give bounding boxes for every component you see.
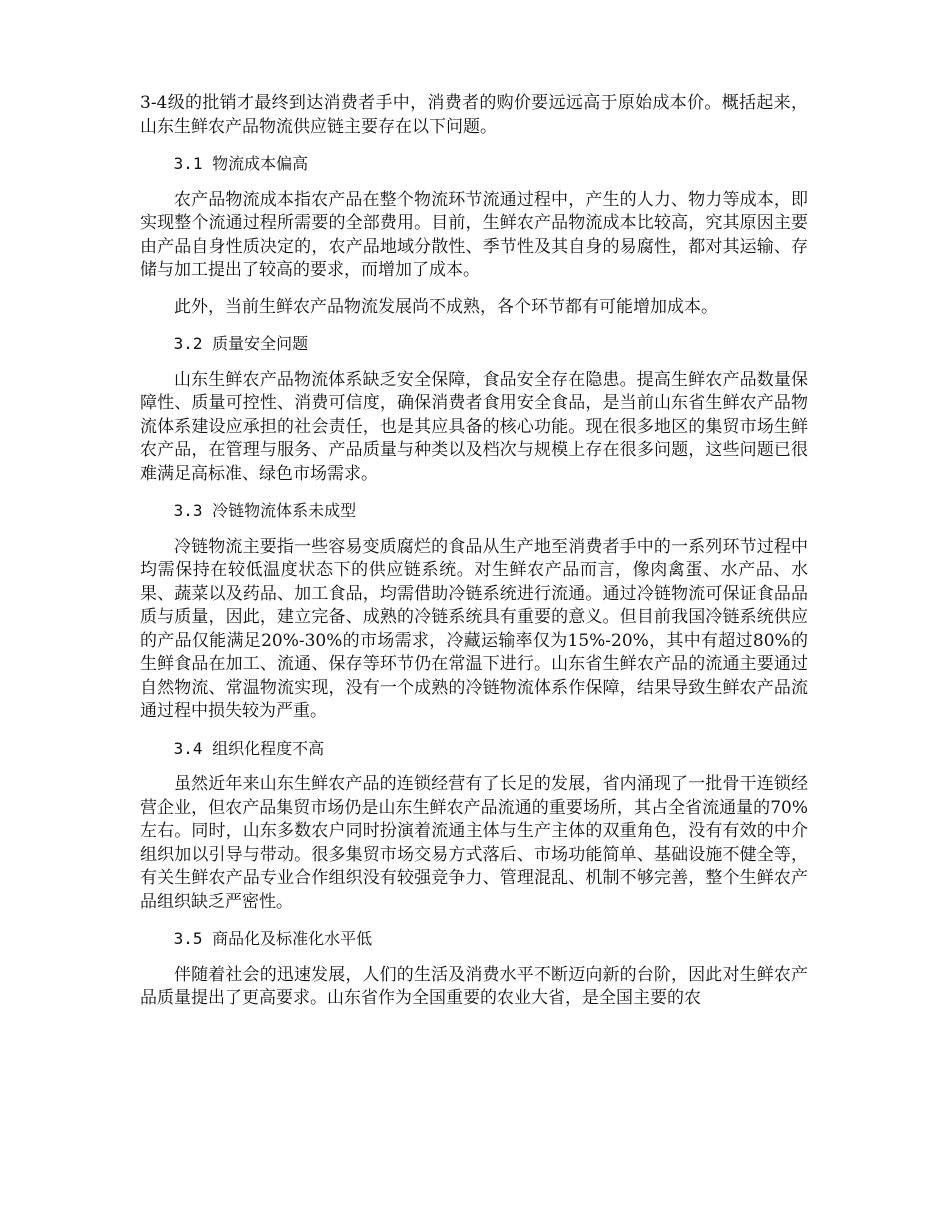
body-paragraph: 虽然近年来山东生鲜农产品的连锁经营有了长足的发展，省内涌现了一批骨干连锁经营企业，但农产品集贸市场仍是山东生鲜农产品流通的重要场所，其占全省流通量的70%左右。同时，山东多数农户同时扮演着流通主体与生产主体的双重角色，没有有效的中介组织加以引导与带动。很多集贸市场交易方式落后、市场功能简单、基础设施不健全等，有关生鲜农产品专业合作组织没有较强竞争力、管理混乱、机制不够完善，整个生鲜农产品组织缺乏严密性。 <box>140 774 808 912</box>
section-3-1 <box>140 152 808 319</box>
section-title: 冷链物流体系未成型 <box>212 501 357 520</box>
section-3-5 <box>140 927 808 1011</box>
section-heading <box>140 332 808 356</box>
body-paragraph: 伴随着社会的迅速发展，人们的生活及消费水平不断迈向新的台阶，因此对生鲜农产品质量提出了更高要求。山东省作为全国重要的农业大省，是全国主要的农 <box>140 964 808 1008</box>
intro-paragraph: 3-4级的批销才最终到达消费者手中，消费者的购价要远远高于原始成本价。概括起来，山东生鲜农产品物流供应链主要存在以下问题。 <box>140 93 808 137</box>
section-number: 3.4 <box>173 738 203 758</box>
section-number: 3.2 <box>173 334 203 353</box>
body-paragraph: 冷链物流主要指一些容易变质腐烂的食品从生产地至消费者手中的一系列环节过程中均需保持在较低温度状态下的供应链系统。对生鲜农产品而言，像肉禽蛋、水产品、水果、蔬菜以及药品、加工食品，均需借助冷链系统进行流通。通过冷链物流可保证食品品质与质量，因此，建立完备、成熟的冷链系统具有重要的意义。但目前我国冷链系统供应的产品仅能满足20%-30%的市场需求，冷藏运输率仅为15%-20%，其中有超过80%的生鲜食品在加工、流通、保存等环节仍在常温下进行。山东省生鲜农产品的流通主要通过自然物流、常温物流实现，没有一个成熟的冷链物流体系作保障，结果导致生鲜农产品流通过程中损失较为严重。 <box>140 536 808 721</box>
document-page <box>140 92 808 1024</box>
body-paragraph: 此外，当前生鲜农产品物流发展尚不成熟，各个环节都有可能增加成本。 <box>174 296 718 317</box>
section-heading <box>140 927 808 951</box>
section-heading <box>140 737 808 761</box>
section-heading <box>140 499 808 523</box>
section-title: 质量安全问题 <box>212 334 309 353</box>
section-number: 3.5 <box>173 929 203 948</box>
section-number: 3.1 <box>173 154 203 173</box>
section-3-2 <box>140 332 808 486</box>
body-paragraph: 山东生鲜农产品物流体系缺乏安全保障，食品安全存在隐患。提高生鲜农产品数量保障性、质量可控性、消费可信度，确保消费者食用安全食品，是当前山东省生鲜农产品物流体系建设应承担的社会责任，也是其应具备的核心功能。现在很多地区的集贸市场生鲜农产品，在管理与服务、产品质量与种类以及档次与规模上存在很多问题，这些问题已很难满足高标准、绿色市场需求。 <box>140 369 808 484</box>
section-number: 3.3 <box>173 501 203 520</box>
body-paragraph: 农产品物流成本指农产品在整个物流环节流通过程中，产生的人力、物力等成本，即实现整个流通过程所需要的全部费用。目前，生鲜农产品物流成本比较高，究其原因主要由产品自身性质决定的，农产品地域分散性、季节性及其自身的易腐性，都对其运输、存储与加工提出了较高的要求，而增加了成本。 <box>140 189 808 280</box>
section-title: 组织化程度不高 <box>212 738 325 758</box>
section-title: 商品化及标准化水平低 <box>212 929 373 948</box>
section-title: 物流成本偏高 <box>212 154 309 173</box>
section-3-4 <box>140 737 808 915</box>
section-3-3 <box>140 499 808 724</box>
section-heading <box>140 152 808 176</box>
